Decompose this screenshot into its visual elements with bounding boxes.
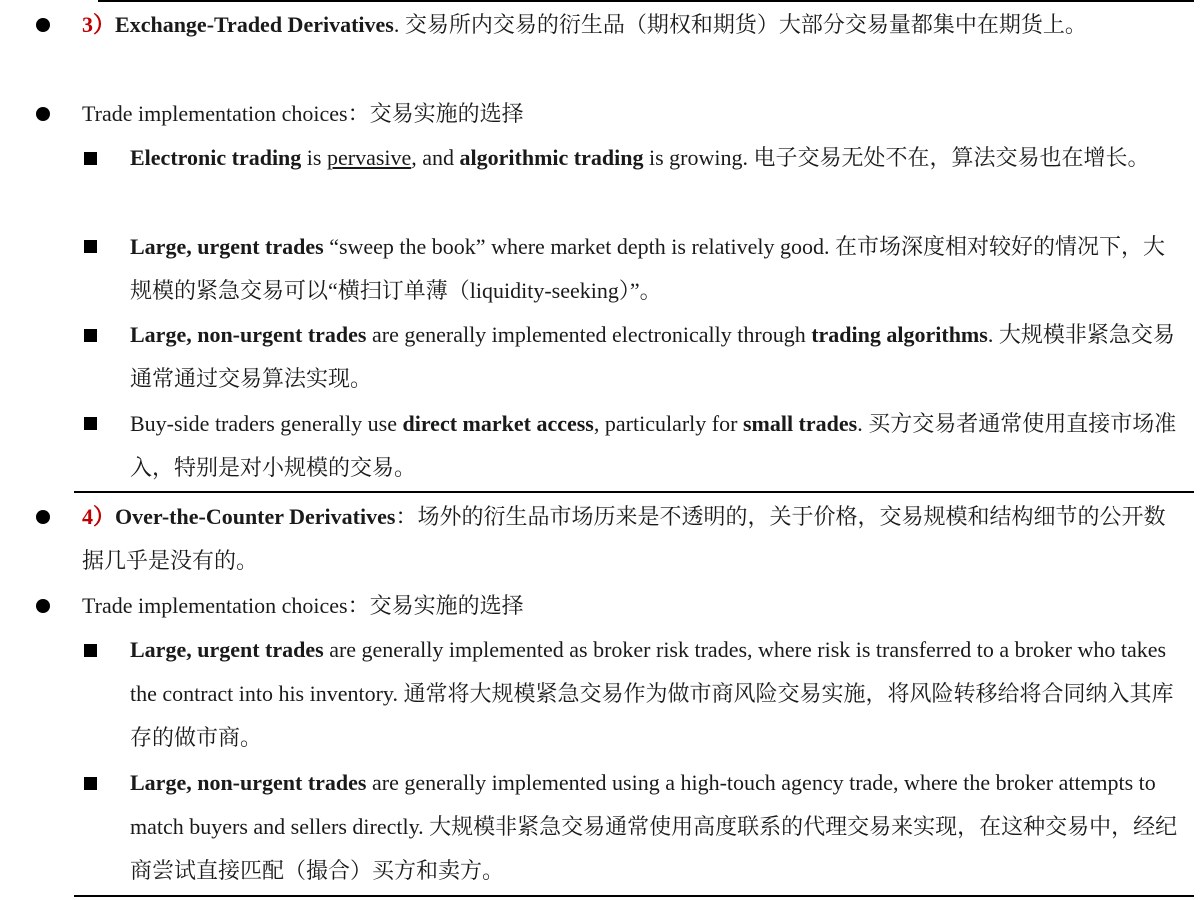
section4-title: Over-the-Counter Derivatives <box>115 504 396 529</box>
section3-item-4 <box>130 402 1180 490</box>
item-text: , particularly for <box>593 411 743 436</box>
bullet-dot <box>36 18 50 32</box>
bullet-dot <box>36 107 50 121</box>
bullet-square <box>84 417 97 430</box>
item-text: . 大规模非紧急交易通常通过交易算法实现。 <box>130 322 1175 391</box>
item-text: , and <box>411 145 460 170</box>
bullet-square <box>84 777 97 790</box>
section4-item-1 <box>130 628 1180 760</box>
bullet-square <box>84 329 97 342</box>
item-text: is growing. 电子交易无处不在，算法交易也在增长。 <box>643 145 1150 170</box>
item-bold: trading algorithms <box>811 322 988 347</box>
section4-item-2 <box>130 761 1180 893</box>
section3-heading <box>82 3 1182 47</box>
item-bold: direct market access <box>402 411 594 436</box>
bullet-dot <box>36 599 50 613</box>
bullet-square <box>84 240 97 253</box>
item-bold: Large, urgent trades <box>130 234 324 259</box>
item-text: is <box>301 145 327 170</box>
item-text: are generally implemented electronically through <box>366 322 812 347</box>
section3-desc: . 交易所内交易的衍生品（期权和期货）大部分交易量都集中在期货上。 <box>393 12 1087 37</box>
item-text: Buy-side traders generally use <box>130 411 403 436</box>
section4-number: 4） <box>82 504 116 529</box>
section4-desc: ：场外的衍生品市场历来是不透明的，关于价格，交易规模和结构细节的公开数据几乎是没有的。 <box>82 504 1166 573</box>
section3-choices-label: Trade implementation choices：交易实施的选择 <box>82 101 524 126</box>
item-bold: algorithmic trading <box>459 145 644 170</box>
item-text: “sweep the book” where market depth is relatively good. 在市场深度相对较好的情况下，大规模的紧急交易可以“横扫订单薄（liquidity-seeking）”。 <box>130 234 1166 303</box>
item-bold: Large, non-urgent trades <box>130 770 367 795</box>
section3-item-2 <box>130 225 1180 313</box>
section3-item-3 <box>130 313 1180 401</box>
bottom-rule <box>74 895 1194 897</box>
item-bold: small trades <box>742 411 858 436</box>
section3-item-1 <box>130 136 1180 180</box>
item-bold: Large, non-urgent trades <box>130 322 367 347</box>
bullet-square <box>84 152 97 165</box>
bullet-square <box>84 644 97 657</box>
item-underlined: pervasive <box>326 145 412 170</box>
section-divider <box>74 491 1194 493</box>
item-text: are generally implemented as broker risk trades, where risk is transferred to a broker who takes the contract into his inventory. 通常将大规模紧急交易作为做市商风险交易实施，将风险转移给将合同纳入其库存的做市商。 <box>130 637 1174 750</box>
item-text: are generally implemented using a high-touch agency trade, where the broker attempts to match buyers and sellers directly. 大规模非紧急交易通常使用高度联系的代理交易来实现，在这种交易中，经纪商尝试直接匹配（撮合）买方和卖方。 <box>130 770 1178 883</box>
item-bold: Electronic trading <box>130 145 302 170</box>
section4-choices-label: Trade implementation choices：交易实施的选择 <box>82 593 524 618</box>
top-rule <box>98 0 1194 2</box>
section3-number: 3） <box>82 12 116 37</box>
item-text: . 买方交易者通常使用直接市场准入，特别是对小规模的交易。 <box>130 411 1177 480</box>
item-bold: Large, urgent trades <box>130 637 324 662</box>
section4-heading <box>82 495 1182 583</box>
bullet-dot <box>36 510 50 524</box>
section3-title: Exchange-Traded Derivatives <box>115 12 394 37</box>
